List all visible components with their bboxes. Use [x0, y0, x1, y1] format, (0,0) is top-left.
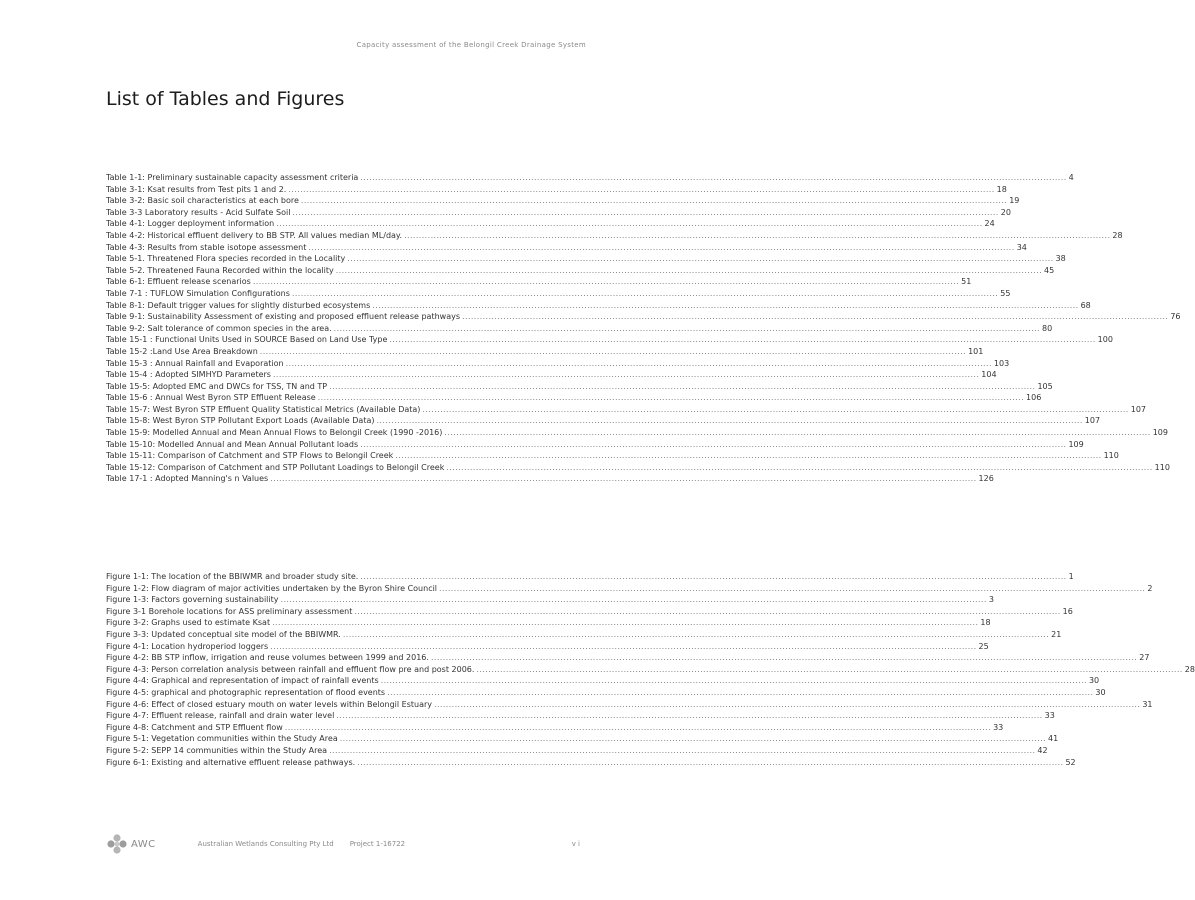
entry-page-number: 100: [1097, 335, 1113, 345]
entry-label: Figure 5-1: Vegetation communities within the Study Area: [106, 734, 338, 744]
entry-page-number: 33: [1044, 711, 1055, 721]
table-entry[interactable]: [106, 392, 1042, 404]
dot-leader: [476, 664, 1182, 676]
entry-page-number: 110: [1103, 451, 1119, 461]
figure-entry[interactable]: [106, 722, 1004, 734]
dot-leader: [354, 606, 1060, 618]
entry-page-number: 52: [1065, 757, 1076, 767]
entry-page-number: 31: [1142, 699, 1153, 709]
dot-leader: [292, 288, 998, 300]
table-entry[interactable]: [106, 439, 1084, 451]
entry-page-number: 33: [993, 722, 1004, 732]
entry-label: Table 15-2 :Land Use Area Breakdown: [106, 346, 258, 356]
entry-page-number: 109: [1152, 428, 1168, 438]
figure-entry[interactable]: [106, 745, 1048, 757]
table-entry[interactable]: [106, 450, 1119, 462]
entry-page-number: 24: [984, 219, 995, 229]
entry-label: Figure 4-3: Person correlation analysis between rainfall and effluent flow pre and post 2006.: [106, 664, 475, 674]
dot-leader: [376, 415, 1082, 427]
figure-entry[interactable]: [106, 733, 1059, 745]
entry-page-number: 68: [1080, 300, 1091, 310]
entry-label: Table 15-9: Modelled Annual and Mean Annual Flows to Belongil Creek (1990 -2016): [106, 428, 443, 438]
dot-leader: [286, 358, 992, 370]
entry-label: Table 15-4 : Adopted SIMHYD Parameters: [106, 370, 271, 380]
dot-leader: [276, 218, 982, 230]
table-entry[interactable]: [106, 172, 1074, 184]
entry-label: Figure 4-7: Effluent release, rainfall and drain water level: [106, 711, 335, 721]
dot-leader: [404, 230, 1110, 242]
table-entry[interactable]: [106, 253, 1066, 265]
table-entry[interactable]: [106, 473, 994, 485]
dot-leader: [260, 346, 966, 358]
entry-page-number: 30: [1088, 676, 1100, 686]
entry-label: Table 15-8: West Byron STP Pollutant Export Loads (Available Data): [106, 416, 375, 426]
entry-label: Table 3-1: Ksat results from Test pits 1 and 2.: [106, 184, 287, 194]
entry-page-number: 38: [1055, 254, 1066, 264]
entry-page-number: 18: [980, 618, 991, 628]
entry-label: Figure 1-1: The location of the BBIWMR and broader study site.: [106, 572, 359, 581]
entry-label: Table 5-1. Threatened Flora species recorded in the Locality: [106, 254, 346, 264]
table-entry[interactable]: [106, 195, 1020, 207]
table-entry[interactable]: [106, 334, 1113, 346]
entry-page-number: 109: [1068, 439, 1084, 449]
entry-label: Table 4-3: Results from stable isotope assessment: [106, 242, 307, 252]
running-header: Capacity assessment of the Belongil Creek Drainage System: [356, 41, 586, 49]
entry-page-number: 80: [1041, 323, 1053, 333]
dot-leader: [253, 276, 959, 288]
figure-entry[interactable]: [106, 699, 1153, 711]
table-entry[interactable]: [106, 381, 1053, 393]
table-entry[interactable]: [106, 404, 1147, 416]
entry-page-number: 105: [1037, 381, 1053, 391]
table-entry[interactable]: [106, 358, 1010, 370]
dot-leader: [288, 184, 994, 196]
dot-leader: [318, 392, 1024, 404]
entry-page-number: 4: [1068, 173, 1074, 182]
figure-entry[interactable]: [106, 652, 1150, 664]
entry-label: Table 9-2: Salt tolerance of common species in the area.: [106, 323, 332, 333]
entry-page-number: 45: [1044, 265, 1055, 275]
dot-leader: [357, 757, 1063, 769]
dot-leader: [308, 242, 1014, 254]
figure-entry[interactable]: [106, 675, 1100, 687]
dot-leader: [434, 699, 1140, 711]
entry-label: Table 15-12: Comparison of Catchment and STP Pollutant Loadings to Belongil Creek: [106, 462, 445, 472]
entry-label: Figure 4-5: graphical and photographic representation of flood events: [106, 687, 386, 697]
entry-label: Table 15-10: Modelled Annual and Mean Annual Pollutant loads: [106, 439, 359, 449]
entry-page-number: 19: [1009, 196, 1020, 206]
entry-label: Table 7-1 : TUFLOW Simulation Configurations: [106, 288, 290, 298]
entry-label: Table 4-2: Historical effluent delivery to BB STP. All values median ML/day.: [106, 230, 403, 240]
dot-leader: [446, 462, 1152, 474]
entry-page-number: 16: [1062, 606, 1073, 616]
figure-entry[interactable]: [106, 594, 994, 606]
entry-page-number: 42: [1037, 745, 1048, 755]
entry-label: Figure 5-2: SEPP 14 communities within the Study Area: [106, 745, 328, 755]
dot-leader: [389, 334, 1095, 346]
entry-page-number: 106: [1026, 393, 1042, 403]
dot-leader: [336, 710, 1042, 722]
dot-leader: [462, 311, 1168, 323]
entry-label: Table 1-1: Preliminary sustainable capacity assessment criteria: [106, 173, 359, 182]
dot-leader: [292, 207, 998, 219]
entry-page-number: 25: [978, 641, 989, 651]
dot-leader: [395, 450, 1101, 462]
table-entry[interactable]: [106, 230, 1123, 242]
list-of-figures: [106, 571, 1195, 768]
entry-label: Table 6-1: Effluent release scenarios: [106, 277, 251, 287]
entry-page-number: 51: [961, 277, 972, 287]
page-number: v i: [571, 840, 580, 848]
table-entry[interactable]: [106, 300, 1091, 312]
table-entry[interactable]: [106, 207, 1011, 219]
entry-page-number: 21: [1051, 629, 1062, 639]
dot-leader: [422, 404, 1128, 416]
figure-entry[interactable]: [106, 617, 991, 629]
dot-leader: [329, 381, 1035, 393]
table-entry[interactable]: [106, 288, 1011, 300]
dot-leader: [285, 722, 991, 734]
table-entry[interactable]: [106, 427, 1168, 439]
company-logo: [106, 834, 156, 854]
entry-label: Figure 3-1 Borehole locations for ASS preliminary assessment: [106, 606, 353, 616]
dot-leader: [439, 583, 1145, 595]
entry-label: Figure 1-3: Factors governing sustainability: [106, 595, 279, 605]
table-entry[interactable]: [106, 369, 997, 381]
dot-leader: [381, 675, 1087, 687]
entry-label: Table 15-6 : Annual West Byron STP Effluent Release: [106, 393, 316, 403]
dot-leader: [343, 629, 1049, 641]
figure-entry[interactable]: [106, 687, 1106, 699]
entry-page-number: 55: [1000, 288, 1011, 298]
entry-label: Table 15-3 : Annual Rainfall and Evaporation: [106, 358, 284, 368]
entry-page-number: 107: [1084, 416, 1101, 426]
entry-page-number: 126: [978, 474, 994, 484]
entry-label: Table 4-1: Logger deployment information: [106, 219, 275, 229]
entry-label: Figure 4-6: Effect of closed estuary mouth on water levels within Belongil Estuary: [106, 699, 432, 709]
entry-page-number: 30: [1095, 687, 1106, 697]
dot-leader: [281, 594, 987, 606]
figure-entry[interactable]: [106, 606, 1073, 618]
entry-page-number: 27: [1139, 653, 1150, 663]
dot-leader: [329, 745, 1035, 757]
table-entry[interactable]: [106, 218, 995, 230]
entry-page-number: 28: [1184, 664, 1195, 674]
table-entry[interactable]: [106, 323, 1053, 335]
entry-label: Figure 3-3: Updated conceptual site model of the BBIWMR.: [106, 629, 341, 639]
dot-leader: [431, 652, 1137, 664]
table-entry[interactable]: [106, 276, 972, 288]
dot-leader: [273, 369, 979, 381]
entry-label: Table 15-7: West Byron STP Effluent Quality Statistical Metrics (Available Data): [106, 404, 421, 414]
dot-leader: [360, 439, 1066, 451]
entry-label: Table 8-1: Default trigger values for slightly disturbed ecosystems: [106, 300, 371, 310]
figure-entry[interactable]: [106, 629, 1062, 641]
entry-label: Table 9-1: Sustainability Assessment of existing and proposed effluent release pathways: [106, 312, 460, 322]
figure-entry[interactable]: [106, 664, 1195, 676]
entry-label: Table 3-2: Basic soil characteristics at each bore: [106, 196, 299, 206]
page-footer: [106, 832, 580, 856]
page-title: List of Tables and Figures: [106, 88, 345, 110]
dot-leader: [360, 172, 1066, 184]
figure-entry[interactable]: [106, 571, 1074, 583]
entry-page-number: 18: [996, 184, 1007, 194]
entry-label: Figure 3-2: Graphs used to estimate Ksat: [106, 618, 271, 628]
entry-page-number: 107: [1130, 404, 1147, 414]
figure-entry[interactable]: [106, 710, 1055, 722]
dot-leader: [372, 300, 1078, 312]
entry-label: Table 5-2. Threatened Fauna Recorded within the locality: [106, 265, 334, 275]
entry-label: Table 15-11: Comparison of Catchment and STP Flows to Belongil Creek: [106, 451, 394, 461]
dot-leader: [301, 195, 1007, 207]
logo-text: AWC: [131, 838, 156, 850]
dot-leader: [387, 687, 1093, 699]
entry-page-number: 101: [968, 346, 984, 356]
table-entry[interactable]: [106, 242, 1027, 254]
entry-label: Figure 4-8: Catchment and STP Effluent flow: [106, 722, 283, 732]
table-entry[interactable]: [106, 184, 1007, 196]
dot-leader: [270, 473, 976, 485]
entry-page-number: 110: [1154, 462, 1170, 472]
entry-page-number: 76: [1170, 312, 1181, 322]
entry-page-number: 20: [1000, 207, 1011, 217]
entry-page-number: 1: [1068, 572, 1074, 581]
entry-page-number: 34: [1016, 242, 1027, 252]
dot-leader: [444, 427, 1150, 439]
entry-label: Table 3-3 Laboratory results - Acid Sulfate Soil: [106, 207, 291, 217]
table-entry[interactable]: [106, 415, 1101, 427]
dot-leader: [340, 733, 1046, 745]
dot-leader: [360, 571, 1066, 583]
dot-leader: [347, 253, 1053, 265]
entry-label: Table 15-5: Adopted EMC and DWCs for TSS, TN and TP: [106, 381, 328, 391]
project-number: Project 1-16722: [349, 840, 406, 848]
list-of-tables: [106, 172, 1181, 485]
dot-leader: [270, 641, 976, 653]
entry-label: Figure 4-2: BB STP inflow, irrigation and reuse volumes between 1999 and 2016.: [106, 653, 429, 663]
entry-label: Table 17-1 : Adopted Manning's n Values: [106, 474, 269, 484]
entry-label: Figure 6-1: Existing and alternative effluent release pathways.: [106, 757, 356, 767]
entry-page-number: 3: [988, 595, 994, 605]
entry-page-number: 103: [993, 358, 1010, 368]
entry-page-number: 104: [981, 370, 997, 380]
dot-leader: [336, 265, 1042, 277]
table-entry[interactable]: [106, 462, 1170, 474]
entry-label: Figure 1-2: Flow diagram of major activities undertaken by the Byron Shire Council: [106, 583, 438, 593]
table-entry[interactable]: [106, 265, 1055, 277]
entry-page-number: 28: [1112, 230, 1123, 240]
dot-leader: [272, 617, 978, 629]
figure-entry[interactable]: [106, 583, 1153, 595]
entry-label: Figure 4-1: Location hydroperiod loggers: [106, 641, 269, 651]
table-entry[interactable]: [106, 311, 1181, 323]
figure-entry[interactable]: [106, 641, 989, 653]
company-name: Australian Wetlands Consulting Pty Ltd: [197, 840, 334, 848]
figure-entry[interactable]: [106, 757, 1076, 769]
dot-leader: [334, 323, 1040, 335]
entry-page-number: 2: [1147, 583, 1153, 593]
table-entry[interactable]: [106, 346, 984, 358]
entry-label: Figure 4-4: Graphical and representation of impact of rainfall events: [106, 676, 379, 686]
entry-label: Table 15-1 : Functional Units Used in SOURCE Based on Land Use Type: [106, 335, 388, 345]
entry-page-number: 41: [1048, 734, 1059, 744]
awc-logo-icon: [106, 834, 128, 854]
